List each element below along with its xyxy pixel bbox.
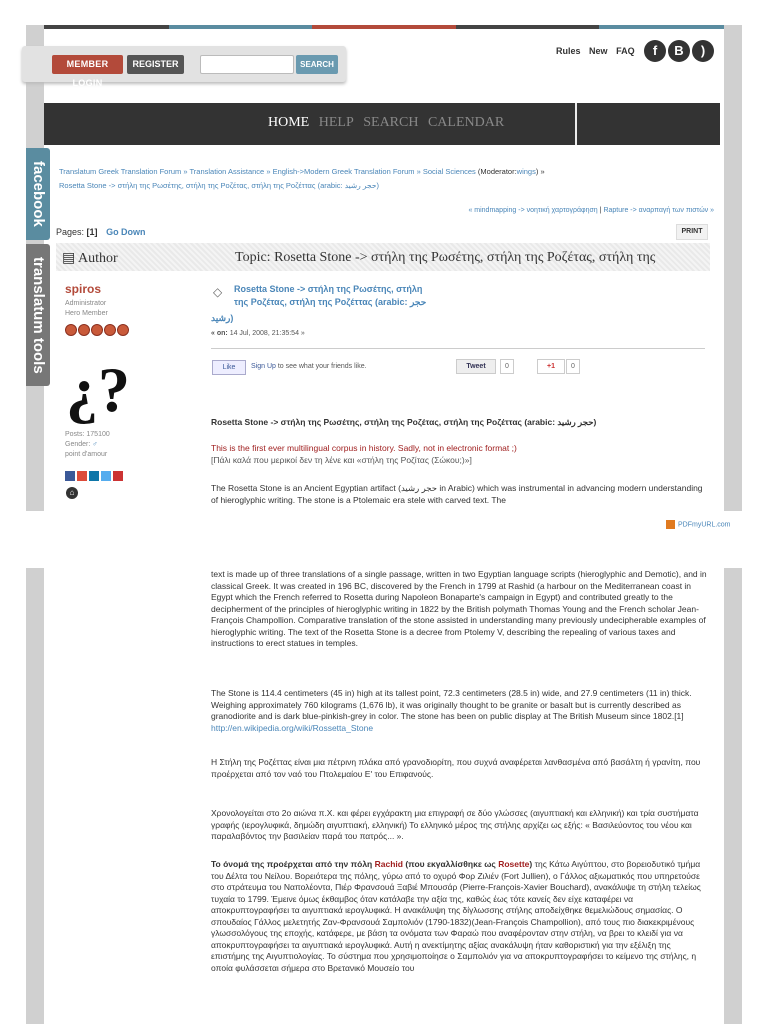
prev-topic-link[interactable]: « mindmapping -> νοητική χαρτογράφηση: [468, 207, 598, 214]
twitter-icon[interactable]: [101, 471, 111, 481]
search-input[interactable]: [200, 55, 294, 74]
post-title[interactable]: Rosetta Stone -> στήλη της Ρωσέτης, στήλη της Ροζέτας, στήλη της Ροζέττας (arabic: حجر: [234, 284, 427, 307]
post-intro: This is the first ever multilingual corpus in history. Sadly, not in electronic format ;): [211, 443, 517, 453]
breadcrumb-item[interactable]: English->Modern Greek Translation Forum: [272, 167, 415, 176]
print-button[interactable]: PRINT: [676, 224, 708, 240]
post-paragraph: The Rosetta Stone is an Ancient Egyptian artifact (حجر رشيد in Arabic) which was instrumental in advancing modern understanding of hieroglyphic writing. The stone is a Ptolemaic era stele with carved text. The: [211, 483, 703, 505]
tweet-count: 0: [500, 359, 514, 374]
post-note: [Πάλι καλά που μερικοί δεν τη λένε και «στήλη της Ροζίτας (Σώκου;)»]: [211, 455, 472, 465]
post-paragraph: Χρονολογείται στο 2ο αιώνα π.Χ. και φέρει εγχάρακτη μια επιγραφή σε δύο γλώσσες (αιγυπτιακή και ελληνική) και τρία συστήματα γραφής (ιερογλυφικά, δημώδη αιγυπτιακή, ελληνική) Το ελληνικό μέρος της στήλης αρχίζει ως εξής: « Βασιλεύοντος του νέου και παραλαβόντος την βασιλείαν παρά του πατρός... ».: [211, 808, 699, 841]
post-date: « on: 14 Jul, 2008, 21:35:54 »: [211, 330, 305, 337]
breadcrumb-item[interactable]: Translatum Greek Translation Forum: [59, 167, 182, 176]
signup-link[interactable]: Sign Up: [251, 363, 276, 370]
nav-help[interactable]: HELP: [318, 115, 354, 130]
author-name[interactable]: spiros: [65, 282, 102, 296]
breadcrumb: Translatum Greek Translation Forum » Translation Assistance » English->Modern Greek Translation Forum » Social Sciences (Moderator:wings) » Rosetta Stone -> στήλη της Ρωσέτης, στήλη της Ροζέτας, στήλη της Ροζέττας (arabic: حجر رشيد): [59, 167, 545, 190]
breadcrumb-item[interactable]: Translation Assistance: [189, 167, 265, 176]
star-icon: [65, 324, 77, 336]
star-icon: [78, 324, 90, 336]
breadcrumb-topic[interactable]: Rosetta Stone -> στήλη της Ρωσέτης, στήλη της Ροζέτας, στήλη της Ροζέττας (arabic: حجر رشيد): [59, 181, 380, 190]
breadcrumb-item[interactable]: Social Sciences: [422, 167, 476, 176]
right-margin: [724, 568, 742, 1024]
nav-calendar[interactable]: CALENDAR: [427, 115, 505, 130]
rules-link[interactable]: Rules: [556, 46, 581, 56]
youtube-icon[interactable]: [113, 471, 123, 481]
home-icon[interactable]: ⌂: [66, 487, 78, 499]
avatar: ¿?: [66, 354, 130, 425]
nav-home[interactable]: HOME: [268, 115, 310, 130]
current-page[interactable]: [1]: [86, 227, 98, 237]
author-role: Administrator Hero Member: [65, 300, 108, 317]
post-paragraph: The Stone is 114.4 centimeters (45 in) high at its tallest point, 72.3 centimeters (28.5 in) wide, and 27.9 centimeters (11 in) thick. Weighing approximately 760 kilograms (1,676 lb), it was originally thought to be granite or basalt but is currently described as granodiorite and is dark blue-pinkish-grey in color. The stone has been on public display at The British Museum since 1802.[1] http://en.wikipedia.org/wiki/Rossetta_Stone: [211, 688, 692, 733]
pdf-icon: [666, 520, 675, 529]
topic-heading: Topic: Rosetta Stone -> στήλη της Ρωσέτης, στήλη της Ροζέτας, στήλη της: [235, 250, 656, 265]
wikipedia-link[interactable]: http://en.wikipedia.org/wiki/Rossetta_Stone: [211, 722, 374, 733]
linkedin-icon[interactable]: [89, 471, 99, 481]
star-icon: [104, 324, 116, 336]
moderator-link[interactable]: wings: [516, 167, 536, 176]
author-heading: ▤ Author: [62, 251, 118, 266]
left-margin: [26, 568, 44, 1024]
translatum-tools-tab[interactable]: translatum tools: [26, 244, 50, 386]
nav-search[interactable]: SEARCH: [363, 115, 419, 130]
author-stats: Posts: 175100 Gender: ♂ point d'amour: [65, 431, 110, 458]
post-heading: Rosetta Stone -> στήλη της Ρωσέτης, στήλη της Ροζέτας, στήλη της Ροζέττας (arabic: حجر رشيد): [211, 417, 597, 427]
blogger-icon[interactable]: B: [668, 40, 690, 62]
facebook-icon[interactable]: [65, 471, 75, 481]
related-topics: « mindmapping -> νοητική χαρτογράφηση | Rapture -> αναρπαγή των πιστών »: [468, 207, 714, 214]
facebook-icon[interactable]: f: [644, 40, 666, 62]
post-paragraph: Το όνομά της προέρχεται από την πόλη Rachid (που εκγαλλίσθηκε ως Rosette) της Κάτω Αιγύπτου, στο βορειοδυτικό τμήμα του Δέλτα του Νείλου. Βορειότερα της πόλης, γύρω από το οχυρό Φορ Ζιλιέν (Fort Jullien), ο Γάλλος αξιωματικός που υπηρετούσε στο στράτευμα του Ναπολέοντα, Πιέρ Φρανσουά Ξαβιέ Μπουσάρ (Pierre-François-Xavier Bouchard), ανακάλυψε τη στήλη τελείως τυχαία το 1799. Έμεινε όμως έκθαμβος όταν κατάλαβε την αξία της, καθώς έως τότε κανείς δεν είχε καταφέρει να αποκρυπτογραφήσει τα αιγυπτιακά ιερογλυφικά. Η ανακάλυψη της δίγλωσσης στήλης αποδείχθηκε θεμελιώδους σημασίας. Ο σπουδαίος Γάλλος μελετητής Ζαν-Φρανσουά Σαμπολιόν (1790-1832)(Jean-François Champollion), από τους πιο διακεκριμένους γλωσσολόγους της εποχής, κατάφερε, με βάση τα ονόματα των Φαραώ που αναφέρονταν στην στήλη, να βρει το κλειδί για να αποκρυπτογραφήσει τα αιγυπτιακά ιερογλυφικά. Αυτή η ανεκτίμητης αξίας ανακάλυψη ήταν καθοριστική για την εξέλιξη της επιστήμης της Αιγυπτιολογίας. Το σύστημα που χρησιμοποίησε ο Σαμπολιόν για να αποκρυπτογραφήσει το κείμενο της στήλης, η οποία φυλάσσεται σήμερα στο Βρετανικό Μουσείο του: [211, 859, 701, 973]
facebook-like-button[interactable]: Like: [212, 360, 246, 375]
next-topic-link[interactable]: Rapture -> αναρπαγή των πιστών »: [603, 207, 714, 214]
facebook-signup: Sign Up to see what your friends like.: [251, 363, 367, 370]
post-paragraph: Η Στήλη της Ροζέττας είναι μια πέτρινη πλάκα από γρανοδιορίτη, που συχνά αναφέρεται λανθασμένα από βασάλτη ή γρανίτη, που προέρχεται από τον ναό του Πτολεμαίου Ε' του Επιφανούς.: [211, 757, 701, 779]
rss-icon[interactable]: ): [692, 40, 714, 62]
new-link[interactable]: New: [589, 46, 608, 56]
divider: [211, 348, 705, 349]
tweet-button[interactable]: Tweet: [456, 359, 496, 374]
gplus-count: 0: [566, 359, 580, 374]
top-links: [556, 46, 641, 56]
main-nav: [268, 115, 510, 131]
post-paragraph: text is made up of three translations of a single passage, written in two Egyptian language scripts (hieroglyphic and Demotic), and in classical Greek. It was created in 196 BC, discovered by the French in 1799 at Rashid (a harbour on the Mediterranean coast in Egypt which the French referred to Rosetta during Napoleon Bonaparte's campaign in Egypt) and contributed greatly to the decipherment of the principles of hieroglyphic writing in 1822 by the British polymath Thomas Young and the French scholar Jean-François Champollion. Comparative translation of the stone assisted in understanding many previously undecipherable examples of hieroglyphic writing. The text of the Rosetta Stone is a decree from Ptolemy V, describing the repealing of various taxes and instructions to erect statues in temples.: [211, 569, 707, 648]
pdfmyurl-mark[interactable]: PDFmyURL.com: [666, 520, 731, 529]
search-button[interactable]: SEARCH: [296, 55, 338, 74]
register-button[interactable]: REGISTER: [127, 55, 184, 74]
right-margin: [724, 25, 742, 511]
post-icon: ◇: [213, 285, 223, 299]
post-title-end[interactable]: رشيد): [211, 313, 234, 323]
document-icon: ▤: [62, 251, 76, 266]
go-down-link[interactable]: Go Down: [106, 227, 146, 237]
moderator-suffix: ) »: [535, 167, 545, 176]
gplus-button[interactable]: +1: [537, 359, 565, 374]
male-icon: ♂: [92, 441, 98, 448]
member-login-button[interactable]: MEMBER LOGIN: [52, 55, 123, 74]
moderator-prefix: (Moderator:: [477, 167, 517, 176]
facebook-tab[interactable]: facebook: [26, 148, 50, 240]
pagination: Pages: [1] Go Down: [56, 227, 146, 237]
googleplus-icon[interactable]: [77, 471, 87, 481]
faq-link[interactable]: FAQ: [616, 46, 635, 56]
author-social-icons: [65, 468, 125, 486]
rank-stars: [65, 323, 130, 341]
star-icon: [117, 324, 129, 336]
star-icon: [91, 324, 103, 336]
